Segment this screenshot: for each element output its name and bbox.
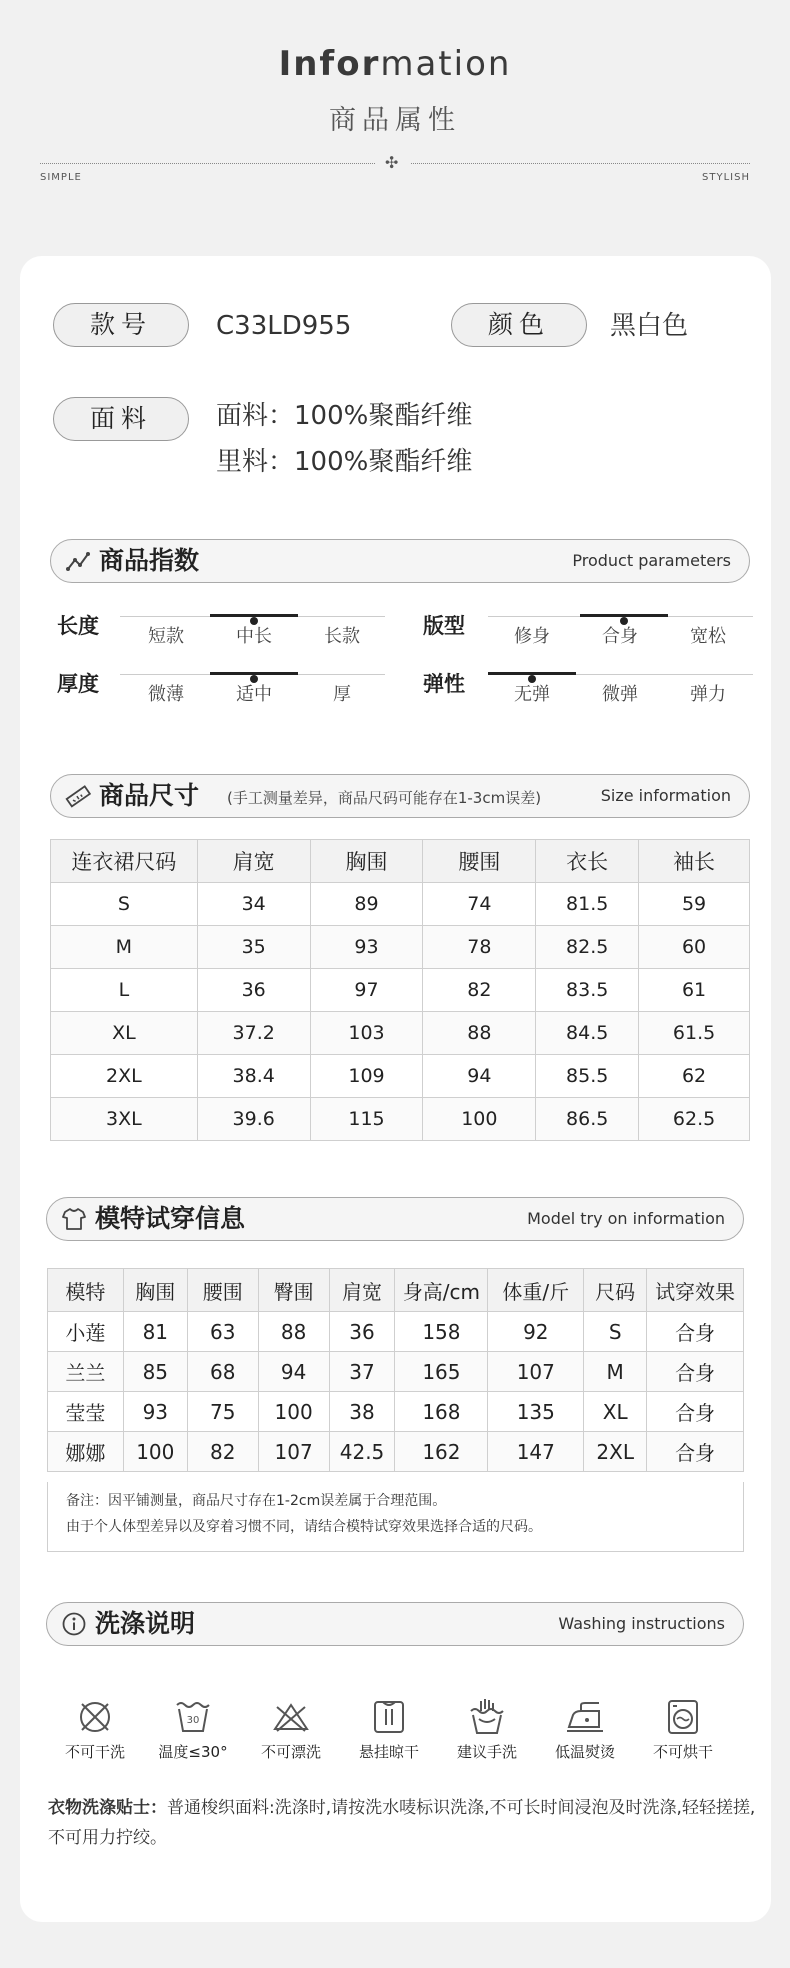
table-cell: 115 [310, 1098, 423, 1141]
size-table-header-row [51, 840, 750, 883]
param-length-option: 中长 [236, 626, 272, 647]
wash-label: 不可干洗 [64, 1743, 125, 1761]
table-cell: 68 [187, 1352, 258, 1392]
table-cell: 94 [423, 1055, 536, 1098]
color-label: 颜色 [451, 303, 587, 347]
wash-label: 建议手洗 [456, 1743, 517, 1761]
model-section-title: 模特试穿信息 [95, 1204, 246, 1233]
table-cell: 2XL [584, 1432, 647, 1472]
param-fit-option: 修身 [514, 626, 550, 647]
style-no-value: C33LD955 [216, 311, 352, 341]
param-length-option: 短款 [148, 626, 184, 647]
table-cell: 97 [310, 969, 423, 1012]
params-section-en: Product parameters [572, 551, 731, 570]
low-iron-icon [565, 1697, 605, 1737]
model-table-header: 模特 [48, 1269, 124, 1312]
params-section-bar [50, 539, 750, 583]
param-thickness-option: 微薄 [148, 684, 184, 705]
model-remark-line: 备注：因平铺测量，商品尺寸存在1-2cm误差属于合理范围。 [66, 1493, 447, 1509]
wash-label: 低温熨烫 [554, 1743, 615, 1761]
style-no-label: 款号 [53, 303, 189, 347]
table-cell: 168 [395, 1392, 488, 1432]
table-cell: 62.5 [639, 1098, 750, 1141]
size-section-title: 商品尺寸 [99, 781, 200, 810]
param-fit-label: 版型 [423, 614, 465, 638]
trend-line-icon [65, 548, 91, 574]
header-title-rest: mation [380, 44, 512, 84]
table-cell: 85.5 [536, 1055, 639, 1098]
cross-ornament-icon: ✣ [385, 153, 399, 172]
size-table-header: 袖长 [639, 840, 750, 883]
table-cell: 35 [197, 926, 310, 969]
table-row [51, 969, 750, 1012]
ruler-icon [65, 783, 91, 809]
wash-tip [48, 1793, 758, 1853]
table-row [51, 883, 750, 926]
table-cell: 88 [258, 1312, 329, 1352]
size-section-note: (手工测量差异，商品尺码可能存在1-3cm误差) [227, 789, 542, 807]
table-cell: 61.5 [639, 1012, 750, 1055]
header-tag-left: SIMPLE [40, 172, 82, 183]
model-remark-line: 由于个人体型差异以及穿着习惯不同，请结合模特试穿效果选择合适的尺码。 [66, 1519, 542, 1535]
params-section-title: 商品指数 [99, 546, 200, 575]
table-cell: 3XL [51, 1098, 198, 1141]
wash-item [537, 1697, 633, 1762]
table-row [48, 1352, 744, 1392]
table-cell: 38.4 [197, 1055, 310, 1098]
model-table-header: 身高/cm [395, 1269, 488, 1312]
header-tag-right: STYLISH [702, 172, 750, 183]
table-cell: 165 [395, 1352, 488, 1392]
model-section-en: Model try on information [527, 1209, 725, 1228]
table-cell: 93 [123, 1392, 187, 1432]
header-title [0, 44, 790, 84]
table-row [48, 1432, 744, 1472]
param-fit-option: 合身 [602, 626, 638, 647]
model-table-header-row [48, 1269, 744, 1312]
param-thickness-option: 适中 [236, 684, 272, 705]
size-table-header: 胸围 [310, 840, 423, 883]
table-cell: 92 [488, 1312, 584, 1352]
table-cell: 42.5 [329, 1432, 395, 1472]
table-cell: 合身 [647, 1392, 744, 1432]
model-table-header: 臀围 [258, 1269, 329, 1312]
model-table-header: 尺码 [584, 1269, 647, 1312]
size-section-en: Size information [600, 786, 731, 805]
wash-item [635, 1697, 731, 1762]
wash-item [439, 1697, 535, 1762]
table-row [51, 926, 750, 969]
wash-label: 不可烘干 [652, 1743, 713, 1761]
table-cell: 82 [187, 1432, 258, 1472]
table-cell: 82.5 [536, 926, 639, 969]
table-cell: 100 [123, 1432, 187, 1472]
size-table-header: 腰围 [423, 840, 536, 883]
table-row [51, 1012, 750, 1055]
table-cell: S [584, 1312, 647, 1352]
param-elasticity-option: 无弹 [514, 684, 550, 705]
wash-label: 不可漂洗 [260, 1743, 321, 1761]
table-cell: 93 [310, 926, 423, 969]
table-cell: 86.5 [536, 1098, 639, 1141]
table-cell: 小莲 [48, 1312, 124, 1352]
table-row [48, 1392, 744, 1432]
table-cell: 82 [423, 969, 536, 1012]
table-row [51, 1055, 750, 1098]
param-elasticity-label: 弹性 [423, 672, 465, 696]
no-bleach-icon [271, 1697, 311, 1737]
wash-item [341, 1697, 437, 1762]
model-table-header: 体重/斤 [488, 1269, 584, 1312]
wash-section-title: 洗涤说明 [95, 1609, 196, 1638]
header-divider-left [40, 163, 375, 164]
table-cell: 89 [310, 883, 423, 926]
table-cell: 36 [329, 1312, 395, 1352]
tshirt-icon [61, 1206, 87, 1232]
table-cell: 莹莹 [48, 1392, 124, 1432]
hang-dry-icon [369, 1697, 409, 1737]
table-cell: 88 [423, 1012, 536, 1055]
table-cell: 109 [310, 1055, 423, 1098]
table-cell: 63 [187, 1312, 258, 1352]
size-table-header: 肩宽 [197, 840, 310, 883]
wash-section-en: Washing instructions [558, 1614, 725, 1633]
fabric-value-lining: 里料：100%聚酯纤维 [216, 447, 473, 477]
param-length-option: 长款 [324, 626, 360, 647]
wash-item [47, 1697, 143, 1762]
table-cell: 合身 [647, 1352, 744, 1392]
table-cell: 37.2 [197, 1012, 310, 1055]
table-cell: 85 [123, 1352, 187, 1392]
table-row [48, 1312, 744, 1352]
table-cell: 107 [488, 1352, 584, 1392]
param-length-label: 长度 [57, 614, 99, 638]
size-table-header: 衣长 [536, 840, 639, 883]
table-cell: 62 [639, 1055, 750, 1098]
no-tumble-dry-icon [663, 1697, 703, 1737]
wash-temp-badge: 30 [186, 1715, 200, 1726]
table-cell: 94 [258, 1352, 329, 1392]
wash-tip-text: 普通梭织面料:洗涤时,请按洗水唛标识洗涤,不可长时间浸泡及时洗涤,轻轻搓搓,不可用力拧绞。 [48, 1798, 756, 1848]
table-cell: M [584, 1352, 647, 1392]
model-table [47, 1268, 744, 1472]
table-cell: XL [584, 1392, 647, 1432]
model-remark [47, 1482, 744, 1552]
table-cell: S [51, 883, 198, 926]
table-cell: 83.5 [536, 969, 639, 1012]
table-cell: XL [51, 1012, 198, 1055]
model-table-header: 腰围 [187, 1269, 258, 1312]
table-cell: 135 [488, 1392, 584, 1432]
hand-wash-icon [467, 1697, 507, 1737]
header-divider-right [411, 163, 750, 164]
table-cell: 娜娜 [48, 1432, 124, 1472]
table-cell: 100 [258, 1392, 329, 1432]
size-table-header: 连衣裙尺码 [51, 840, 198, 883]
table-cell: 100 [423, 1098, 536, 1141]
table-cell: 60 [639, 926, 750, 969]
header-subtitle: 商品属性 [329, 105, 461, 136]
wash-tip-label: 衣物洗涤贴士： [48, 1798, 167, 1818]
fabric-label: 面料 [53, 397, 189, 441]
table-cell: 61 [639, 969, 750, 1012]
size-table [50, 839, 750, 1141]
table-cell: 36 [197, 969, 310, 1012]
table-cell: 81 [123, 1312, 187, 1352]
wash-label: 温度≤30° [158, 1743, 228, 1761]
wash-item [145, 1697, 241, 1762]
param-elasticity-option: 微弹 [602, 684, 638, 705]
color-value: 黑白色 [610, 311, 689, 341]
table-cell: 103 [310, 1012, 423, 1055]
wash-item [243, 1697, 339, 1762]
size-section-bar [50, 774, 750, 818]
table-cell: 158 [395, 1312, 488, 1352]
table-cell: 162 [395, 1432, 488, 1472]
header-title-bold: Infor [278, 44, 381, 84]
table-row [51, 1098, 750, 1141]
info-circle-icon [61, 1611, 87, 1637]
wash-30-icon [173, 1697, 213, 1737]
table-cell: 2XL [51, 1055, 198, 1098]
table-cell: 75 [187, 1392, 258, 1432]
param-thickness-label: 厚度 [57, 672, 99, 696]
table-cell: 合身 [647, 1312, 744, 1352]
model-table-header: 肩宽 [329, 1269, 395, 1312]
table-cell: 合身 [647, 1432, 744, 1472]
table-cell: 81.5 [536, 883, 639, 926]
wash-label: 悬挂晾干 [358, 1743, 419, 1761]
table-cell: 59 [639, 883, 750, 926]
table-cell: 147 [488, 1432, 584, 1472]
table-cell: 78 [423, 926, 536, 969]
table-cell: 34 [197, 883, 310, 926]
model-table-header: 胸围 [123, 1269, 187, 1312]
model-table-header: 试穿效果 [647, 1269, 744, 1312]
table-cell: 39.6 [197, 1098, 310, 1141]
table-cell: 38 [329, 1392, 395, 1432]
table-cell: 74 [423, 883, 536, 926]
no-dry-clean-icon [75, 1697, 115, 1737]
table-cell: M [51, 926, 198, 969]
table-cell: 37 [329, 1352, 395, 1392]
table-cell: 84.5 [536, 1012, 639, 1055]
param-thickness-option: 厚 [333, 684, 351, 705]
model-section-bar [46, 1197, 744, 1241]
table-cell: L [51, 969, 198, 1012]
table-cell: 兰兰 [48, 1352, 124, 1392]
fabric-value-outer: 面料：100%聚酯纤维 [216, 401, 473, 431]
param-fit-option: 宽松 [690, 626, 726, 647]
wash-section-bar [46, 1602, 744, 1646]
table-cell: 107 [258, 1432, 329, 1472]
param-elasticity-option: 弹力 [690, 684, 726, 705]
